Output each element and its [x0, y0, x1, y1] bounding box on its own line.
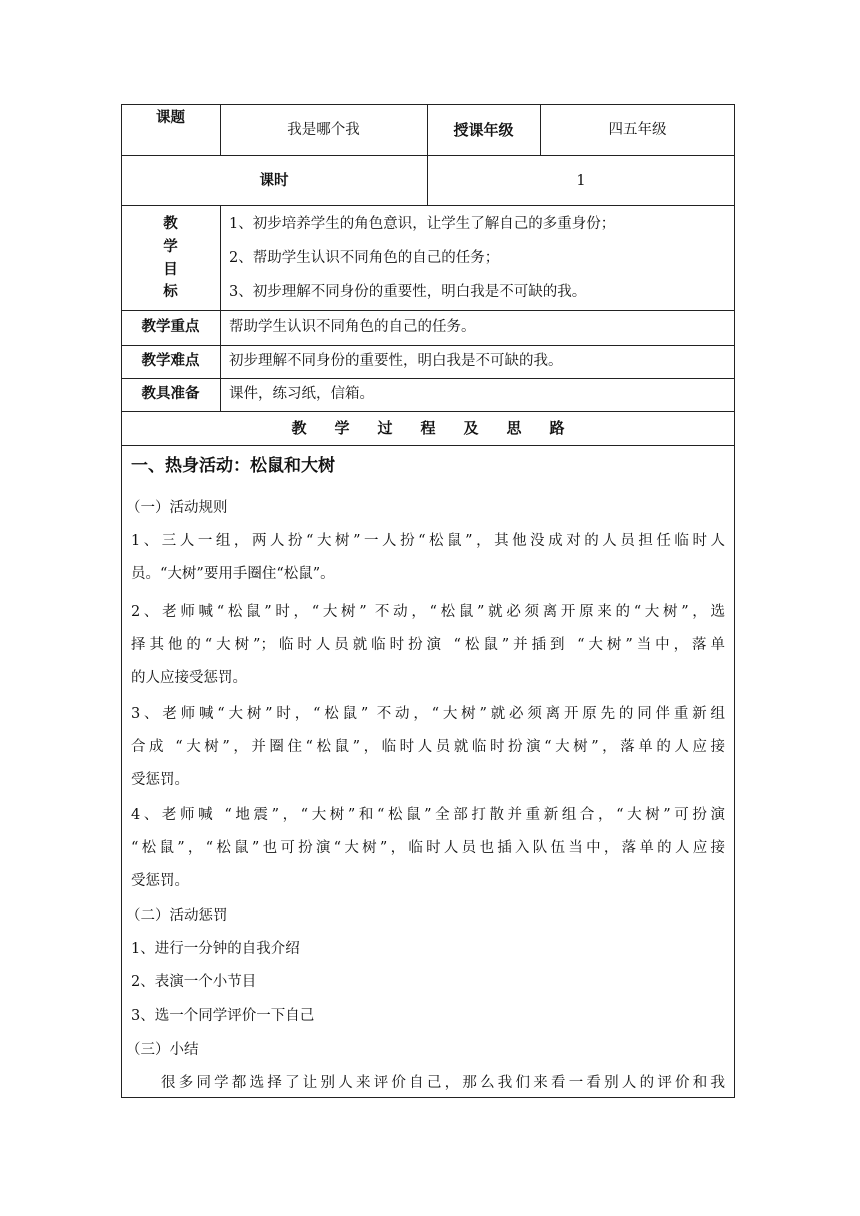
period-label: 课时	[259, 173, 289, 189]
rule-line: 合成 “大树”，并圈住“松鼠”，临时人员就临时扮演“大树”，落单的人应接	[131, 739, 725, 755]
rule-line: 2、老师喊“松鼠”时，“大树” 不动，“松鼠”就必须离开原来的“大树”，选	[131, 604, 725, 620]
rule-line: 的人应接受惩罚。	[131, 670, 247, 686]
period-value: 1	[576, 173, 586, 189]
rule-line: 4、老师喊 “地震”，“大树”和“松鼠”全部打散并重新组合，“大树”可扮演	[131, 807, 725, 823]
grade-label: 授课年级	[453, 121, 514, 139]
difficulty-value: 初步理解不同身份的重要性，明白我是不可缺的我。	[229, 353, 563, 369]
grade-value: 四五年级	[608, 122, 667, 138]
penalty-heading: （二）活动惩罚	[126, 908, 228, 924]
section-title: 一、热身活动：松鼠和大树	[131, 456, 335, 476]
objectives-label-char: 学	[163, 239, 178, 255]
objective-item: 3、初步理解不同身份的重要性，明白我是不可缺的我。	[229, 284, 587, 300]
rule-line: 员。“大树”要用手圈住“松鼠”。	[131, 566, 335, 582]
objective-item: 2、帮助学生认识不同角色的自己的任务；	[229, 250, 500, 266]
summary-heading: （三）小结	[126, 1042, 199, 1058]
key-point-value: 帮助学生认识不同角色的自己的任务。	[229, 319, 476, 335]
row-divider	[121, 205, 735, 206]
materials-value: 课件，练习纸，信箱。	[229, 386, 374, 402]
row-divider	[121, 310, 735, 311]
objective-item: 1、初步培养学生的角色意识，让学生了解自己的多重身份；	[229, 216, 616, 232]
process-title: 教学过程及思路	[291, 419, 593, 437]
rule-line: 择其他的“大树”；临时人员就临时扮演 “松鼠”并插到 “大树”当中，落单	[131, 637, 725, 653]
topic-label: 课题	[156, 110, 185, 126]
objectives-label-char: 教	[163, 216, 178, 232]
key-point-label: 教学重点	[141, 319, 200, 335]
row-divider	[121, 445, 735, 446]
rule-line: 3、老师喊“大树”时，“松鼠” 不动，“大树”就必须离开原先的同伴重新组	[131, 706, 725, 722]
difficulty-label: 教学难点	[141, 353, 200, 369]
topic-value: 我是哪个我	[287, 122, 360, 138]
row-divider	[121, 411, 735, 412]
row-divider	[121, 345, 735, 346]
row-divider	[121, 378, 735, 379]
rule-line: 受惩罚。	[131, 772, 189, 788]
summary-text: 很多同学都选择了让别人来评价自己，那么我们来看一看别人的评价和我	[161, 1075, 725, 1091]
rule-line: 受惩罚。	[131, 873, 189, 889]
rules-heading: （一）活动规则	[126, 500, 228, 516]
materials-label: 教具准备	[141, 386, 200, 402]
rule-line: “松鼠”，“松鼠”也可扮演“大树”，临时人员也插入队伍当中，落单的人应接	[131, 840, 725, 856]
penalty-item: 3、选一个同学评价一下自己	[131, 1008, 315, 1024]
objectives-label-char: 标	[163, 284, 178, 300]
rule-line: 1、三人一组，两人扮“大树”一人扮“松鼠”，其他没成对的人员担任临时人	[131, 533, 725, 549]
penalty-item: 1、进行一分钟的自我介绍	[131, 941, 300, 957]
column-divider	[220, 205, 221, 411]
objectives-label-char: 目	[163, 262, 178, 278]
penalty-item: 2、表演一个小节目	[131, 974, 257, 990]
row-divider	[121, 155, 735, 156]
